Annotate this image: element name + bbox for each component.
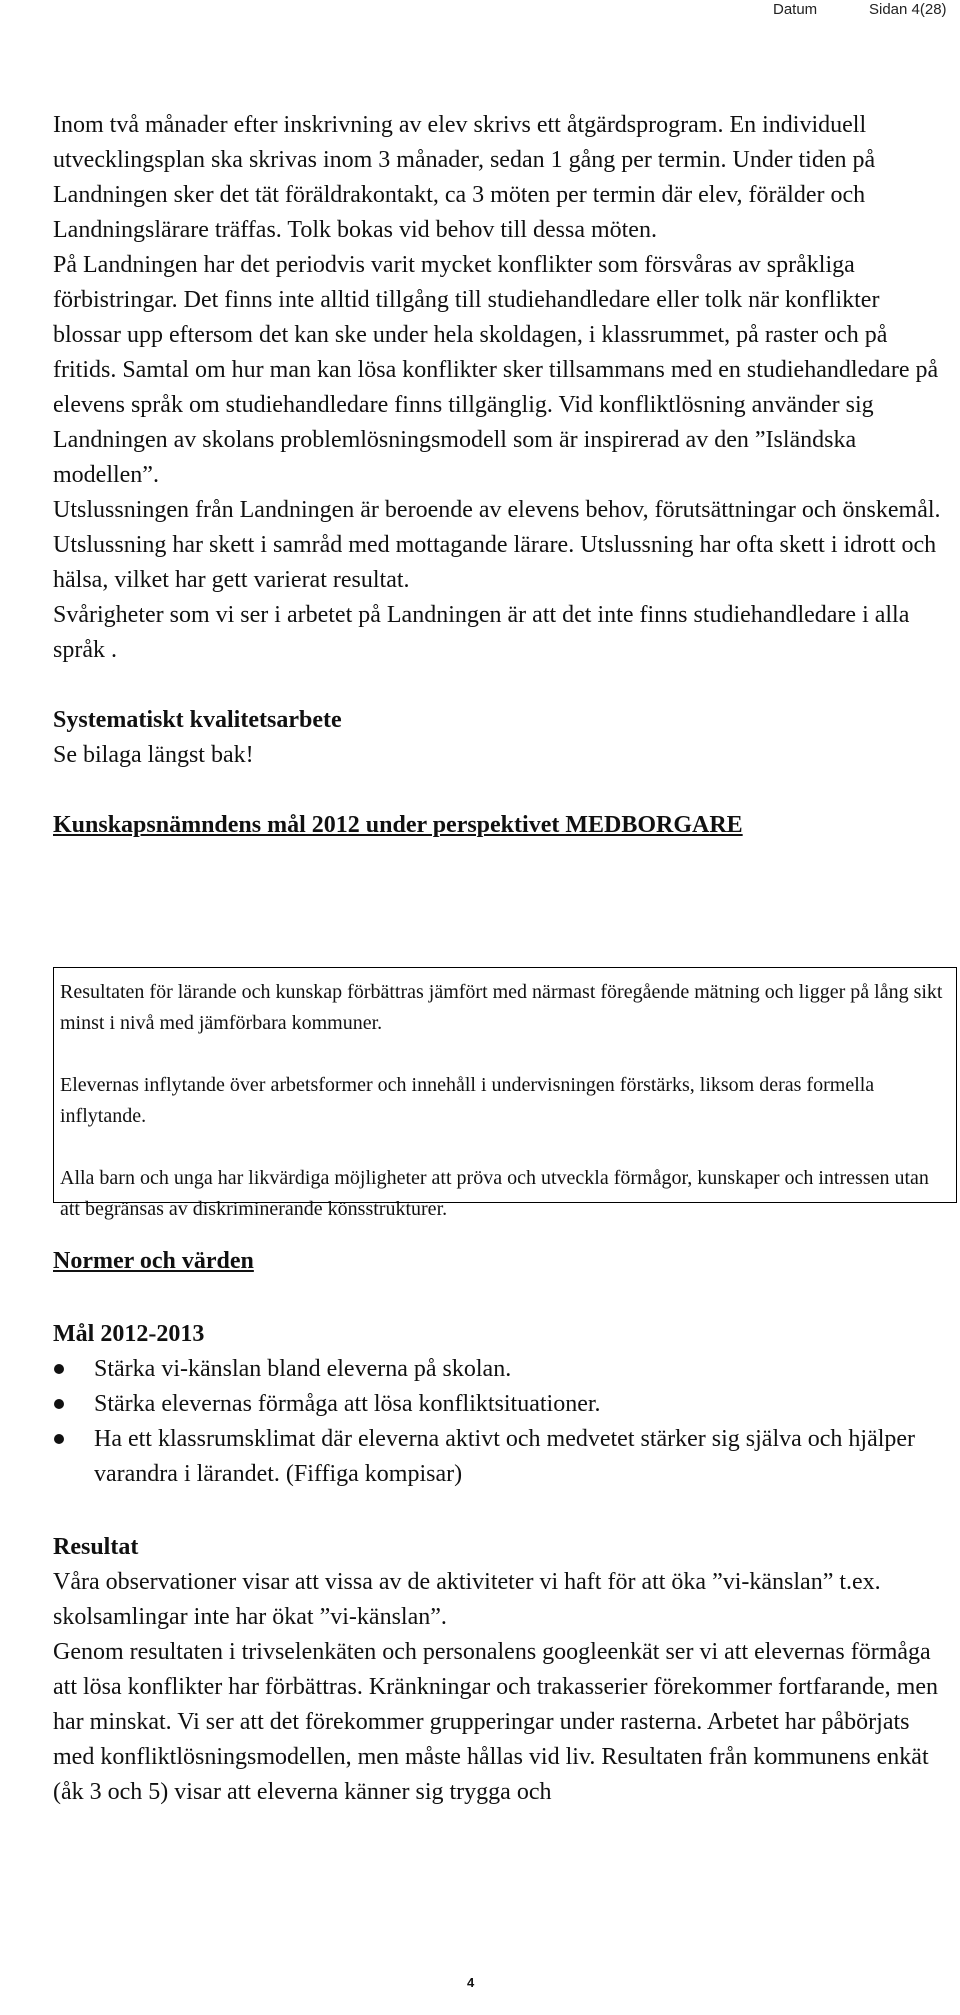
- kvalitet-heading: Systematiskt kvalitetsarbete: [53, 707, 342, 733]
- mal-heading: Mål 2012-2013: [53, 1321, 205, 1347]
- bullet-icon: [54, 1434, 64, 1444]
- normer-heading: Normer och värden: [53, 1248, 254, 1274]
- mal-bullet-text: Stärka vi-känslan bland eleverna på skolan.: [94, 1356, 512, 1382]
- spacer: [53, 1279, 943, 1317]
- resultat-heading: Resultat: [53, 1534, 139, 1560]
- lower-content: [53, 1244, 943, 1810]
- mal-bullet-text: Stärka elevernas förmåga att lösa konfliktsituationer.: [94, 1391, 601, 1417]
- spacer: [53, 1492, 943, 1530]
- goal-box: [53, 967, 957, 1220]
- bullet-icon: [54, 1364, 64, 1374]
- goal-item: Resultaten för lärande och kunskap förbättras jämfört med närmast föregående mätning och ligger på lång sikt minst i nivå med jämförbara kommuner.: [60, 981, 943, 1034]
- page-header: [0, 0, 960, 22]
- goal-item: Alla barn och unga har likvärdiga möjligheter att pröva och utveckla förmågor, kunskaper och intressen utan att begränsas av diskriminerande könsstrukturer.: [60, 1167, 929, 1220]
- resultat-paragraph-1: Våra observationer visar att vissa av de aktiviteter vi haft för att öka ”vi-känslan” t.ex. skolsamlingar inte har ökat ”vi-känslan”.: [53, 1569, 881, 1630]
- mal-bullet-item: [53, 1352, 943, 1387]
- main-content: [53, 108, 943, 843]
- footer-page-number: 4: [467, 1975, 475, 1990]
- spacer: [53, 773, 943, 808]
- resultat-paragraph-2: Genom resultaten i trivselenkäten och personalens googleenkät ser vi att elevernas förmåga att lösa konflikter har förbättras. Kränkningar och trakasserier förekommer fortfarande, men har minskat. Vi ser att det förekommer grupperingar under rasterna. Arbetet har påbörjats med konfliktlösningsmodellen, men måste hållas vid liv. Resultaten från kommunens enkät (åk 3 och 5) visar att eleverna känner sig trygga och: [53, 1639, 938, 1805]
- paragraph-atgardsprogram: Inom två månader efter inskrivning av elev skrivs ett åtgärdsprogram. En individuell utvecklingsplan ska skrivas inom 3 månader, sedan 1 gång per termin. Under tiden på Landningen sker det tät föräldrakontakt, ca 3 möten per termin där elev, förälder och Landningslärare träffas. Tolk bokas vid behov till dessa möten.: [53, 112, 876, 243]
- mal-bullet-text: Ha ett klassrumsklimat där eleverna aktivt och medvetet stärker sig själva och hjälper varandra i lärandet. (Fiffiga kompisar): [94, 1426, 916, 1487]
- goal-section-heading: Kunskapsnämndens mål 2012 under perspektivet MEDBORGARE: [53, 812, 743, 838]
- paragraph-konflikter: På Landningen har det periodvis varit mycket konflikter som försvåras av språkliga förbistringar. Det finns inte alltid tillgång till studiehandledare eller tolk när konflikter blossar upp eftersom det kan ske under hela skoldagen, i klassrummet, på raster och på fritids. Samtal om hur man kan lösa konflikter sker tillsammans med en studiehandledare på elevens språk om studiehandledare finns tillgänglig. Vid konfliktlösning använder sig Landningen av skolans problemlösningsmodell som är inspirerad av den ”Isländska modellen”.: [53, 252, 939, 488]
- bullet-icon: [54, 1399, 64, 1409]
- header-page-label: Sidan 4(28): [869, 1, 947, 18]
- header-date-label: Datum: [773, 1, 818, 18]
- paragraph-svarigheter: Svårigheter som vi ser i arbetet på Landningen är att det inte finns studiehandledare i alla språk .: [53, 602, 910, 663]
- spacer: [53, 668, 943, 703]
- paragraph-utslussning: Utslussningen från Landningen är beroende av elevens behov, förutsättningar och önskemål. Utslussning har skett i samråd med mottagande lärare. Utslussning har ofta skett i idrott och hälsa, vilket har gett varierat resultat.: [53, 497, 941, 593]
- kvalitet-text: Se bilaga längst bak!: [53, 742, 254, 768]
- mal-bullet-item: [53, 1387, 943, 1422]
- mal-bullet-item: [53, 1422, 943, 1492]
- goal-item: Elevernas inflytande över arbetsformer och innehåll i undervisningen förstärks, liksom deras formella inflytande.: [60, 1074, 875, 1127]
- mal-bullet-list: [53, 1352, 943, 1492]
